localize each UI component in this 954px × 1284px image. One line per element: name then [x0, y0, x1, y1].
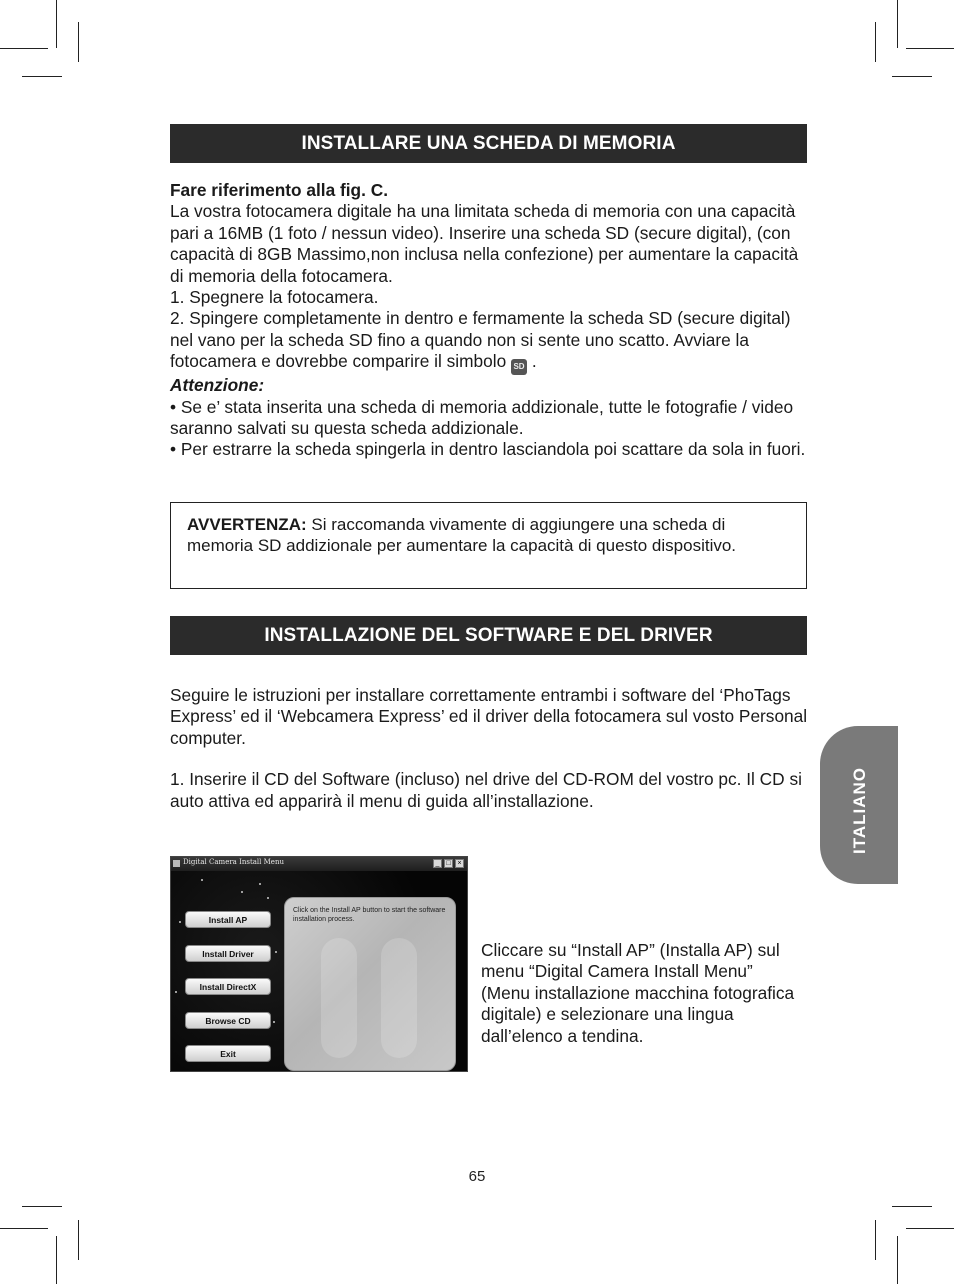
- software-instructions: [170, 685, 808, 812]
- warning-box: [170, 502, 807, 589]
- star-decoration: [275, 951, 277, 953]
- crop-mark: [897, 0, 898, 48]
- step-2-text: 2. Spingere completamente in dentro e fermamente la scheda SD (secure digital) nel vano per la scheda SD fino a quando non si sente uno scatto. Avviare la fotocamera e dovrebbe comparire il simbolo: [170, 308, 791, 372]
- watermark-shape: [381, 938, 417, 1058]
- intro-paragraph: La vostra fotocamera digitale ha una limitata scheda di memoria con una capacità pari a 16MB (1 foto / nessun video). Inserire una scheda SD (secure digital), (con capacità di 8GB Massimo,non inclusa nella confezione) per aumentare la capacità di memoria della fotocamera.: [170, 201, 799, 286]
- window-body: [171, 871, 467, 1071]
- language-tab: [820, 726, 898, 884]
- app-icon: [173, 860, 180, 867]
- star-decoration: [175, 991, 177, 993]
- step-2-end: .: [531, 351, 537, 372]
- crop-mark: [56, 1236, 57, 1284]
- close-icon: ×: [455, 859, 464, 868]
- crop-mark: [22, 1206, 62, 1207]
- section-heading-memory-card: [170, 124, 807, 163]
- caption-text: Cliccare su “Install AP” (Installa AP) sul menu “Digital Camera Install Menu” (Menu installazione macchina fotografica digitale) e selezionare una lingua dall’elenco a tendina.: [481, 940, 795, 1046]
- software-intro: Seguire le istruzioni per installare correttamente entrambi i software del ‘PhoTags Express’ ed il ‘Webcamera Express’ ed il driver della fotocamera sul vosto Personal computer.: [170, 685, 808, 748]
- star-decoration: [273, 1021, 275, 1023]
- step-1: 1. Spegnere la fotocamera.: [170, 287, 379, 308]
- install-menu-screenshot: [170, 856, 468, 1072]
- star-decoration: [179, 921, 181, 923]
- window-titlebar: [171, 857, 467, 871]
- star-decoration: [267, 897, 269, 899]
- star-decoration: [259, 883, 261, 885]
- section-heading-text: INSTALLAZIONE DEL SOFTWARE E DEL DRIVER: [264, 624, 713, 646]
- figure-reference: Fare riferimento alla fig. C.: [170, 180, 388, 200]
- window-title: Digital Camera Install Menu: [183, 858, 284, 866]
- browse-cd-button: Browse CD: [185, 1012, 271, 1029]
- install-driver-button: Install Driver: [185, 945, 271, 962]
- watermark-shape: [321, 938, 357, 1058]
- language-tab-label: ITALIANO: [850, 766, 869, 854]
- minimize-icon: _: [433, 859, 442, 868]
- star-decoration: [201, 879, 203, 881]
- page-number: 65: [468, 1168, 486, 1185]
- section-heading-software: [170, 616, 807, 655]
- install-directx-button: Install DirectX: [185, 978, 271, 995]
- software-step-1: 1. Inserire il CD del Software (incluso) nel drive del CD-ROM del vostro pc. Il CD si auto attiva ed apparirà il menu di guida all’installazione.: [170, 769, 802, 811]
- crop-mark: [897, 1236, 898, 1284]
- install-ap-button: Install AP: [185, 911, 271, 928]
- crop-mark: [875, 22, 876, 62]
- crop-mark: [78, 1220, 79, 1260]
- warning-body: Si raccomanda vivamente di aggiungere una scheda di memoria SD addizionale per aumentare la capacità di questo dispositivo.: [187, 515, 737, 555]
- star-decoration: [241, 891, 243, 893]
- exit-button: Exit: [185, 1045, 271, 1062]
- crop-mark: [875, 1220, 876, 1260]
- crop-mark: [906, 1228, 954, 1229]
- warning-text: [187, 515, 787, 556]
- crop-mark: [0, 48, 48, 49]
- memory-card-instructions: [170, 180, 810, 461]
- crop-mark: [78, 22, 79, 62]
- warning-label: AVVERTENZA:: [187, 515, 307, 534]
- step-2: [170, 308, 810, 375]
- crop-mark: [56, 0, 57, 48]
- crop-mark: [892, 1206, 932, 1207]
- sd-card-icon: SD: [511, 359, 527, 375]
- crop-mark: [22, 76, 62, 77]
- info-panel-text: Click on the Install AP button to start the software installation process.: [293, 907, 446, 923]
- crop-mark: [0, 1228, 48, 1229]
- crop-mark: [906, 48, 954, 49]
- bullet-2: • Per estrarre la scheda spingerla in dentro lasciandola poi scattare da sola in fuori.: [170, 439, 806, 460]
- maximize-icon: □: [444, 859, 453, 868]
- info-panel: [284, 897, 456, 1071]
- section-heading-text: INSTALLARE UNA SCHEDA DI MEMORIA: [301, 132, 676, 154]
- attention-heading: Attenzione:: [170, 375, 265, 396]
- screenshot-caption: [481, 940, 801, 1047]
- bullet-1: • Se e’ stata inserita una scheda di memoria addizionale, tutte le fotografie / video saranno salvati su questa scheda addizionale.: [170, 396, 794, 439]
- crop-mark: [892, 76, 932, 77]
